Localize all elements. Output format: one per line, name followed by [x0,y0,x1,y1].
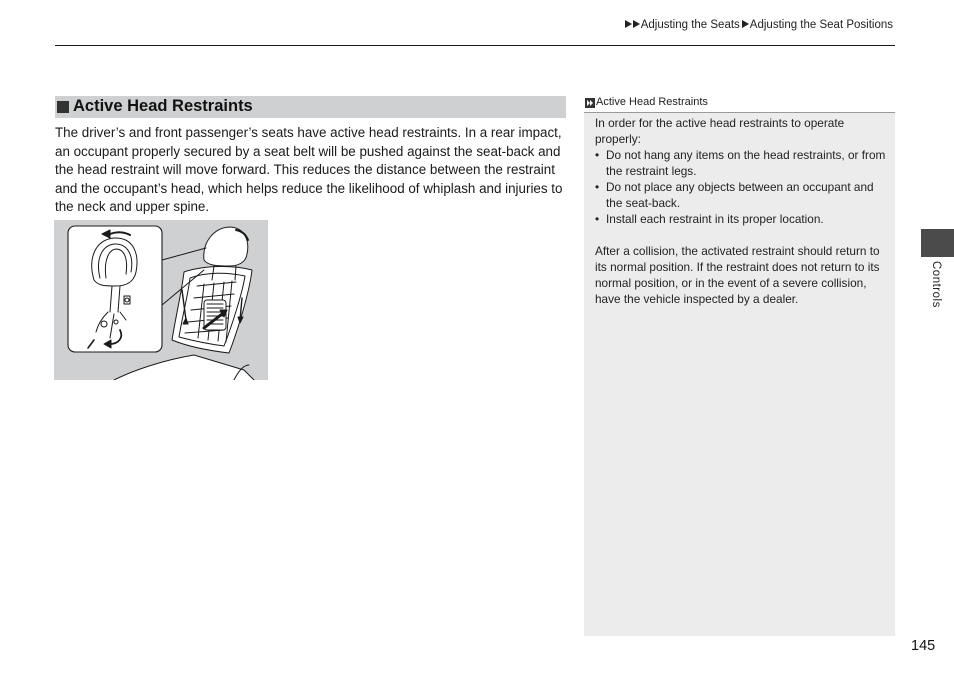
note-heading: Active Head Restraints [596,96,708,108]
section-heading-bar [55,96,566,118]
section-title: Active Head Restraints [73,97,253,115]
section-body-text: The driver’s and front passenger’s seats have active head restraints. In a rear impact, an occupant properly secured by a seat belt will be pushed against the seat-back and the head restraint will move forward. This reduces the distance between the restraint and the occupant’s head, which helps reduce the likelihood of whiplash and injuries to the neck and upper spine. [55,125,563,214]
note-after-collision: After a collision, the activated restraint should return to its normal position. If the restraint does not return to its normal position, or in the event of a severe collision, have the vehicle inspected by a dealer. [595,244,880,306]
page-number: 145 [911,638,936,654]
active-head-restraint-diagram-icon [54,220,268,380]
note-bullet-list [595,147,887,227]
header-divider [55,45,895,46]
breadcrumb-arrow-icon [742,20,749,28]
breadcrumb-arrow-icon [633,20,640,28]
note-intro: In order for the active head restraints to operate properly: [595,116,845,146]
note-sidebar [584,96,895,636]
note-bullet: • Do not hang any items on the head restraints, or from the restraint legs. [595,147,887,179]
note-bullet: • Install each restraint in its proper location. [595,211,887,227]
note-spacer [595,227,887,243]
breadcrumb-item[interactable]: Adjusting the Seats [640,19,740,31]
double-chevron-icon [585,98,595,108]
note-heading-bar [584,96,895,113]
breadcrumb-item[interactable]: Adjusting the Seat Positions [749,19,893,31]
breadcrumb [625,19,895,31]
note-body [595,115,887,307]
section-square-icon [57,101,69,113]
note-bullet: • Do not place any objects between an occupant and the seat-back. [595,179,887,211]
chapter-tab-label: Controls [930,261,942,308]
chapter-tab[interactable] [921,229,954,257]
breadcrumb-arrow-icon [625,20,632,28]
active-head-restraint-illustration [54,220,268,380]
